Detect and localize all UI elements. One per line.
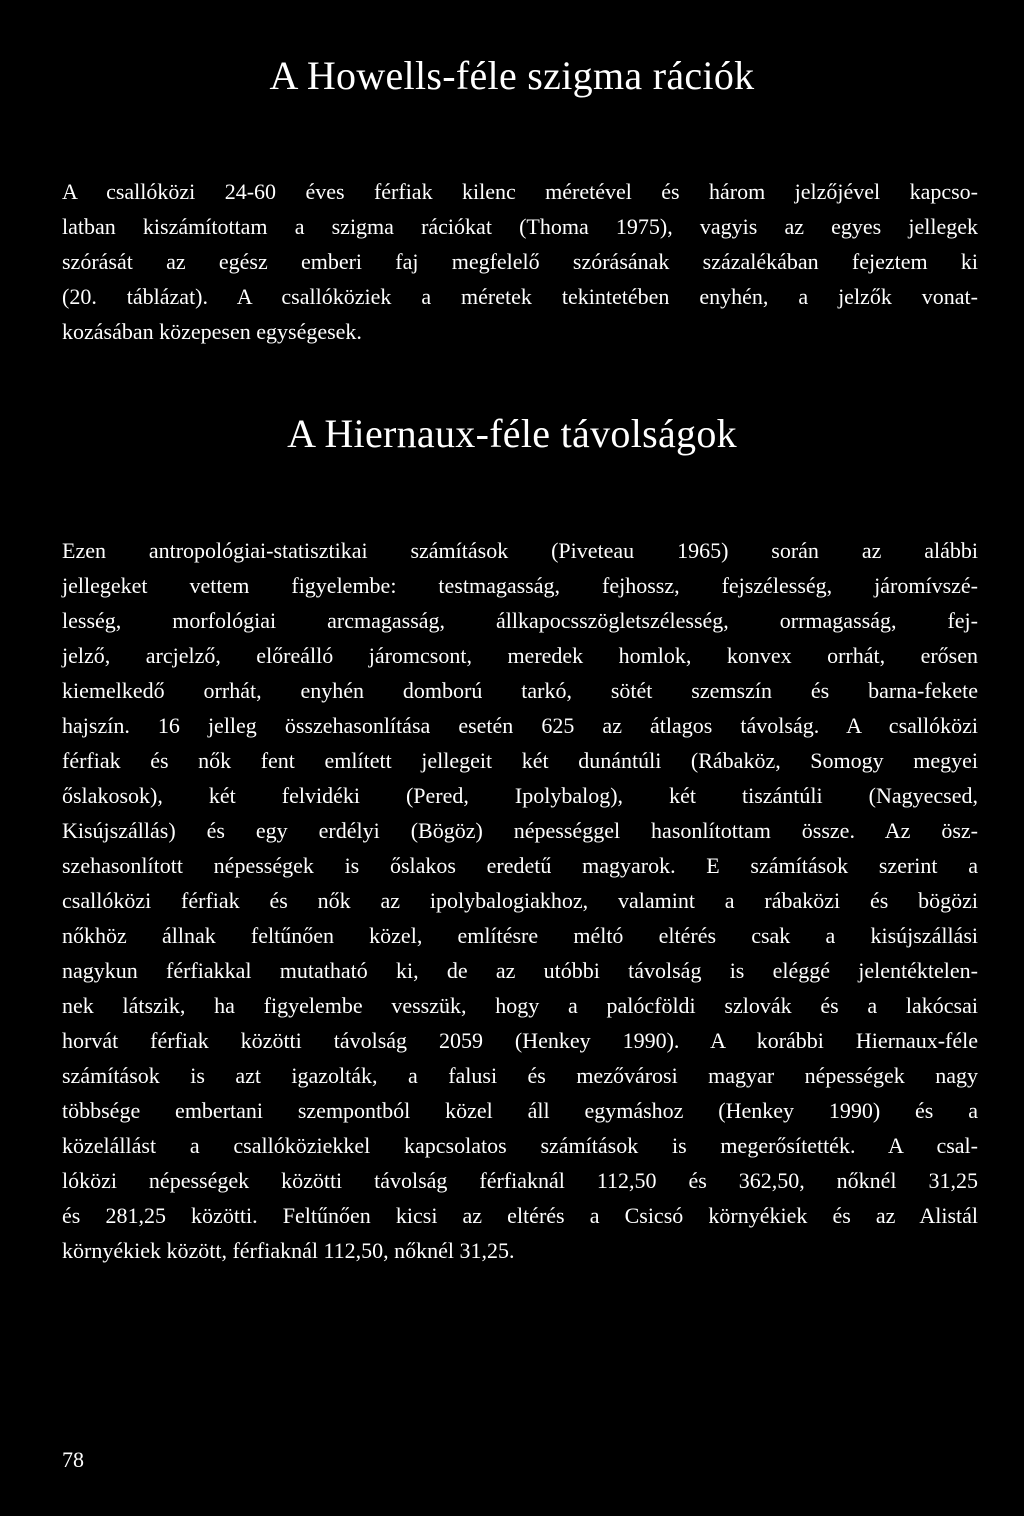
text-line: többsége embertani szempontból közel áll egymáshoz (Henkey 1990) és a	[62, 1098, 978, 1123]
paragraph-howells	[62, 174, 978, 349]
section-title-howells: A Howells-féle szigma rációk	[269, 53, 755, 98]
text-line: férfiak és nők fent említett jellegeit két dunántúli (Rábaköz, Somogy megyei	[62, 748, 978, 773]
text-line: Kisújszállás) és egy erdélyi (Bögöz) népességgel hasonlítottam össze. Az ösz-	[62, 818, 978, 843]
text-line: latban kiszámítottam a szigma rációkat (Thoma 1975), vagyis az egyes jellegek	[62, 214, 978, 239]
text-line: szórását az egész emberi faj megfelelő szórásának százalékában fejeztem ki	[62, 249, 978, 274]
paragraph-hiernaux	[62, 533, 978, 1268]
text-line: őslakosok), két felvidéki (Pered, Ipolybalog), két tiszántúli (Nagyecsed,	[62, 783, 978, 808]
text-line: hajszín. 16 jelleg összehasonlítása esetén 625 az átlagos távolság. A csallóközi	[62, 713, 978, 738]
text-line: lóközi népességek közötti távolság férfiaknál 112,50 és 362,50, nőknél 31,25	[62, 1168, 978, 1193]
section-title-hiernaux: A Hiernaux-féle távolságok	[287, 411, 737, 456]
page-number: 78	[62, 1447, 84, 1472]
text-line: csallóközi férfiak és nők az ipolybalogiakhoz, valamint a rábaközi és bögözi	[62, 888, 978, 913]
text-line: kiemelkedő orrhát, enyhén domború tarkó, sötét szemszín és barna-fekete	[62, 678, 978, 703]
text-line: (20. táblázat). A csallóköziek a méretek tekintetében enyhén, a jelzők vonat-	[62, 284, 978, 309]
text-line: jelző, arcjelző, előreálló járomcsont, meredek homlok, konvex orrhát, erősen	[62, 643, 978, 668]
text-line: közelállást a csallóköziekkel kapcsolatos számítások is megerősítették. A csal-	[62, 1133, 978, 1158]
text-line: lesség, morfológiai arcmagasság, állkapocsszögletszélesség, orrmagasság, fej-	[62, 608, 978, 633]
text-line: kozásában közepesen egységesek.	[62, 319, 362, 344]
text-line: Ezen antropológiai-statisztikai számítások (Piveteau 1965) során az alábbi	[62, 538, 978, 563]
text-line: A csallóközi 24-60 éves férfiak kilenc méretével és három jelzőjével kapcso-	[62, 179, 978, 204]
text-line: nagykun férfiakkal mutatható ki, de az utóbbi távolság is eléggé jelentéktelen-	[62, 958, 978, 983]
text-line: jellegeket vettem figyelembe: testmagasság, fejhossz, fejszélesség, járomívszé-	[62, 573, 978, 598]
text-line: nőkhöz állnak feltűnően közel, említésre méltó eltérés csak a kisújszállási	[62, 923, 978, 948]
text-line: nek látszik, ha figyelembe vesszük, hogy a palócföldi szlovák és a lakócsai	[62, 993, 978, 1018]
text-line: számítások is azt igazolták, a falusi és mezővárosi magyar népességek nagy	[62, 1063, 978, 1088]
text-line: horvát férfiak közötti távolság 2059 (Henkey 1990). A korábbi Hiernaux-féle	[62, 1028, 978, 1053]
text-line: és 281,25 közötti. Feltűnően kicsi az eltérés a Csicsó környékiek és az Alistál	[62, 1203, 978, 1228]
text-line: szehasonlított népességek is őslakos eredetű magyarok. E számítások szerint a	[62, 853, 978, 878]
text-line: környékiek között, férfiaknál 112,50, nőknél 31,25.	[62, 1238, 515, 1263]
